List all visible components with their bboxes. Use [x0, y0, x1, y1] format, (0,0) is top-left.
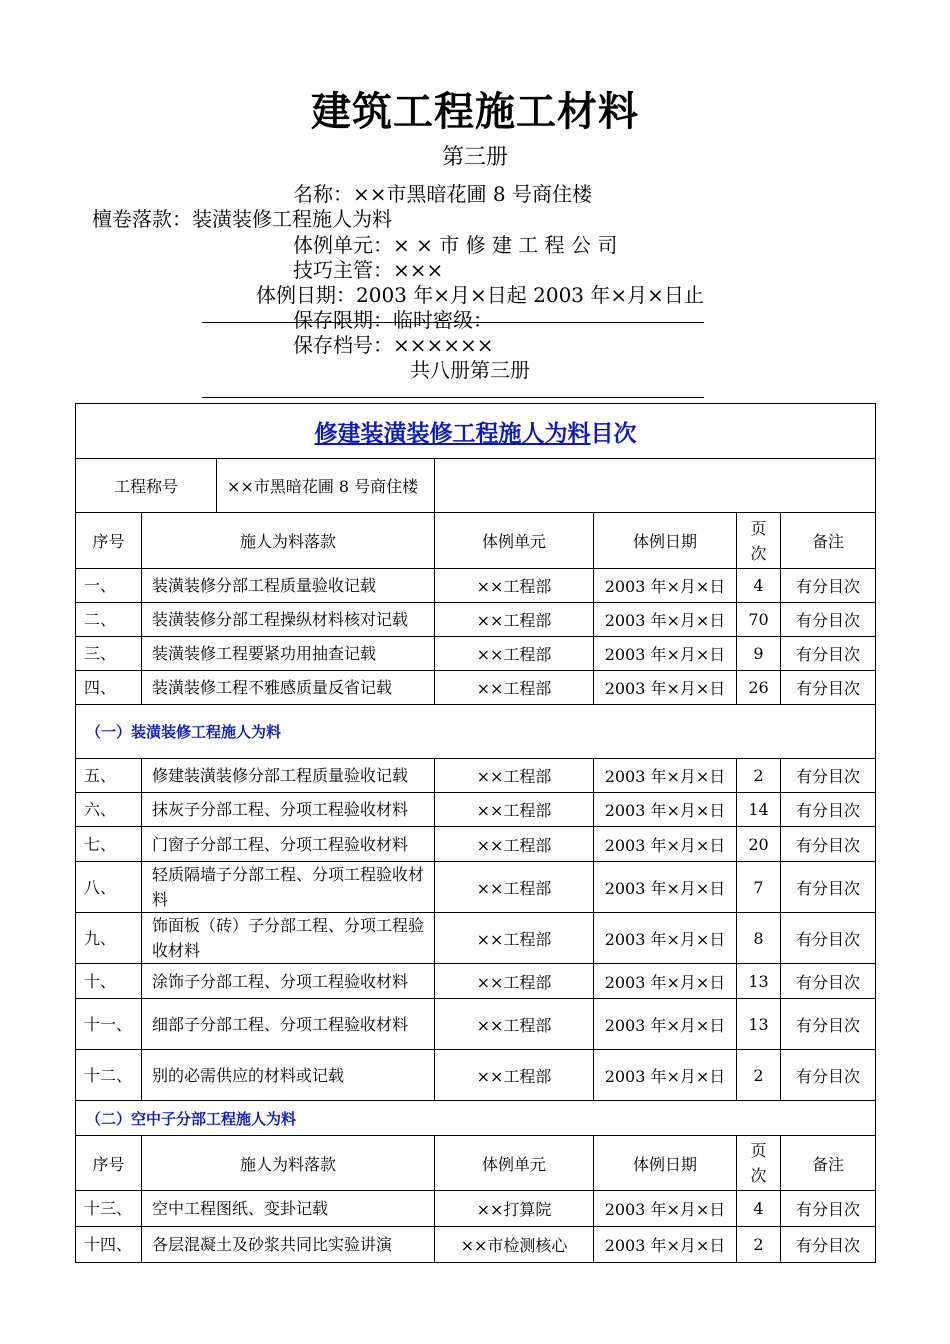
header-date: 体例日期: [594, 513, 737, 569]
row-unit: ××工程部: [435, 569, 594, 603]
header-row-2: [76, 1136, 876, 1191]
row-page: 2: [737, 759, 781, 793]
row-title: 细部子分部工程、分项工程验收材料: [142, 999, 435, 1050]
row-number: 四、: [76, 671, 142, 705]
row-date: 2003 年×月×日: [594, 862, 737, 913]
row-unit: ××市检测核心: [435, 1227, 594, 1263]
row-note: 有分目次: [781, 1191, 876, 1227]
row-title: 抹灰子分部工程、分项工程验收材料: [142, 793, 435, 827]
section-heading-2: （二）空中子分部工程施人为料: [76, 1101, 876, 1136]
row-title: 各层混凝土及砂浆共同比实验讲演: [142, 1227, 435, 1263]
row-unit: ××打算院: [435, 1191, 594, 1227]
row-number: 二、: [76, 603, 142, 637]
row-unit: ××工程部: [435, 793, 594, 827]
row-date: 2003 年×月×日: [594, 1227, 737, 1263]
row-note: 有分目次: [781, 1050, 876, 1101]
row-note: 有分目次: [781, 964, 876, 999]
table-row: [76, 999, 876, 1050]
row-unit: ××工程部: [435, 603, 594, 637]
header-note: 备注: [781, 513, 876, 569]
section-row-2: [76, 1101, 876, 1136]
row-note: 有分目次: [781, 759, 876, 793]
row-page: 2: [737, 1050, 781, 1101]
row-title: 修建装潢装修分部工程质量验收记载: [142, 759, 435, 793]
row-note: 有分目次: [781, 1227, 876, 1263]
row-title: 装潢装修分部工程质量验收记载: [142, 569, 435, 603]
row-unit: ××工程部: [435, 759, 594, 793]
project-label: 工程称号: [76, 459, 217, 512]
project-blank: [435, 459, 876, 513]
row-date: 2003 年×月×日: [594, 569, 737, 603]
row-number: 三、: [76, 637, 142, 671]
row-note: 有分目次: [781, 603, 876, 637]
row-unit: ××工程部: [435, 964, 594, 999]
row-number: 八、: [76, 862, 142, 913]
row-title: 装潢装修工程不雅感质量反省记载: [142, 671, 435, 705]
project-cell: [76, 459, 435, 513]
row-note: 有分目次: [781, 793, 876, 827]
volume-set-line: 共八册第三册: [410, 358, 530, 382]
row-number: 十、: [76, 964, 142, 999]
row-note: 有分目次: [781, 637, 876, 671]
header-date: 体例日期: [594, 1136, 737, 1191]
compiling-unit-line: 体例单元：× × 市 修 建 工 程 公 司: [293, 233, 618, 257]
row-number: 十一、: [76, 999, 142, 1050]
table-row: [76, 671, 876, 705]
row-unit: ××工程部: [435, 671, 594, 705]
header-name: 施人为料落款: [142, 1136, 435, 1191]
row-unit: ××工程部: [435, 637, 594, 671]
table-row: [76, 1050, 876, 1101]
table-row: [76, 862, 876, 913]
row-note: 有分目次: [781, 862, 876, 913]
table-row: [76, 1227, 876, 1263]
row-note: 有分目次: [781, 999, 876, 1050]
table-row: [76, 569, 876, 603]
header-row: [76, 513, 876, 569]
document-title: 建筑工程施工材料: [311, 89, 639, 135]
row-note: 有分目次: [781, 913, 876, 964]
table-row: [76, 603, 876, 637]
row-date: 2003 年×月×日: [594, 671, 737, 705]
header-unit: 体例单元: [435, 1136, 594, 1191]
row-number: 十三、: [76, 1191, 142, 1227]
header-no: 序号: [76, 513, 142, 569]
project-name-line: 名称：××市黑暗花圃 8 号商住楼: [293, 182, 592, 206]
row-date: 2003 年×月×日: [594, 827, 737, 862]
row-number: 十四、: [76, 1227, 142, 1263]
row-date: 2003 年×月×日: [594, 913, 737, 964]
row-title: 别的必需供应的材料或记载: [142, 1050, 435, 1101]
row-date: 2003 年×月×日: [594, 964, 737, 999]
row-note: 有分目次: [781, 671, 876, 705]
toc-title-row: [76, 404, 876, 459]
toc-title-main: 修建装潢装修工程施人为料: [314, 420, 591, 447]
table-row: [76, 827, 876, 862]
row-unit: ××工程部: [435, 862, 594, 913]
section-heading-1: （一）装潢装修工程施人为料: [76, 705, 876, 759]
row-unit: ××工程部: [435, 913, 594, 964]
row-page: 70: [737, 603, 781, 637]
header-no: 序号: [76, 1136, 142, 1191]
row-number: 十二、: [76, 1050, 142, 1101]
project-value: ××市黑暗花圃 8 号商住楼: [227, 477, 419, 496]
row-number: 六、: [76, 793, 142, 827]
row-title: 涂饰子分部工程、分项工程验收材料: [142, 964, 435, 999]
row-date: 2003 年×月×日: [594, 999, 737, 1050]
row-note: 有分目次: [781, 827, 876, 862]
compile-date-line: 体例日期：2003 年×月×日起 2003 年×月×日止: [256, 283, 704, 307]
table-row: [76, 1191, 876, 1227]
row-title: 装潢装修工程要紧功用抽查记载: [142, 637, 435, 671]
row-date: 2003 年×月×日: [594, 1050, 737, 1101]
row-number: 七、: [76, 827, 142, 862]
divider-bottom: [202, 397, 704, 398]
toc-title: [76, 404, 876, 459]
header-unit: 体例单元: [435, 513, 594, 569]
row-page: 9: [737, 637, 781, 671]
table-row: [76, 913, 876, 964]
technical-manager-line: 技巧主管：×××: [293, 258, 444, 282]
row-page: 26: [737, 671, 781, 705]
row-page: 14: [737, 793, 781, 827]
row-title: 轻质隔墙子分部工程、分项工程验收材料: [142, 862, 435, 913]
table-row: [76, 964, 876, 999]
header-note: 备注: [781, 1136, 876, 1191]
row-date: 2003 年×月×日: [594, 1191, 737, 1227]
project-row: [76, 459, 876, 513]
row-unit: ××工程部: [435, 999, 594, 1050]
row-unit: ××工程部: [435, 1050, 594, 1101]
retention-line: 保存限期：临时密级：: [293, 308, 493, 332]
row-date: 2003 年×月×日: [594, 603, 737, 637]
table-row: [76, 637, 876, 671]
header-name: 施人为料落款: [142, 513, 435, 569]
row-page: 8: [737, 913, 781, 964]
row-page: 4: [737, 569, 781, 603]
row-number: 一、: [76, 569, 142, 603]
row-unit: ××工程部: [435, 827, 594, 862]
row-note: 有分目次: [781, 569, 876, 603]
header-page: 页次: [737, 1136, 781, 1191]
row-title: 门窗子分部工程、分项工程验收材料: [142, 827, 435, 862]
toc-title-suffix: 目次: [590, 420, 637, 447]
file-category-line: 檀卷落款：装潢装修工程施人为料: [92, 207, 392, 231]
row-page: 2: [737, 1227, 781, 1263]
row-title: 饰面板（砖）子分部工程、分项工程验收材料: [142, 913, 435, 964]
row-number: 九、: [76, 913, 142, 964]
header-page: 页次: [737, 513, 781, 569]
row-page: 13: [737, 999, 781, 1050]
toc-table: [75, 403, 876, 1263]
volume-label: 第三册: [441, 145, 508, 170]
row-page: 13: [737, 964, 781, 999]
archive-number-line: 保存档号：××××××: [293, 333, 494, 357]
row-title: 装潢装修分部工程操纵材料核对记载: [142, 603, 435, 637]
row-date: 2003 年×月×日: [594, 793, 737, 827]
row-title: 空中工程图纸、变卦记载: [142, 1191, 435, 1227]
row-page: 4: [737, 1191, 781, 1227]
row-date: 2003 年×月×日: [594, 759, 737, 793]
row-page: 7: [737, 862, 781, 913]
row-number: 五、: [76, 759, 142, 793]
table-row: [76, 793, 876, 827]
row-date: 2003 年×月×日: [594, 637, 737, 671]
row-page: 20: [737, 827, 781, 862]
section-row-1: [76, 705, 876, 759]
table-row: [76, 759, 876, 793]
